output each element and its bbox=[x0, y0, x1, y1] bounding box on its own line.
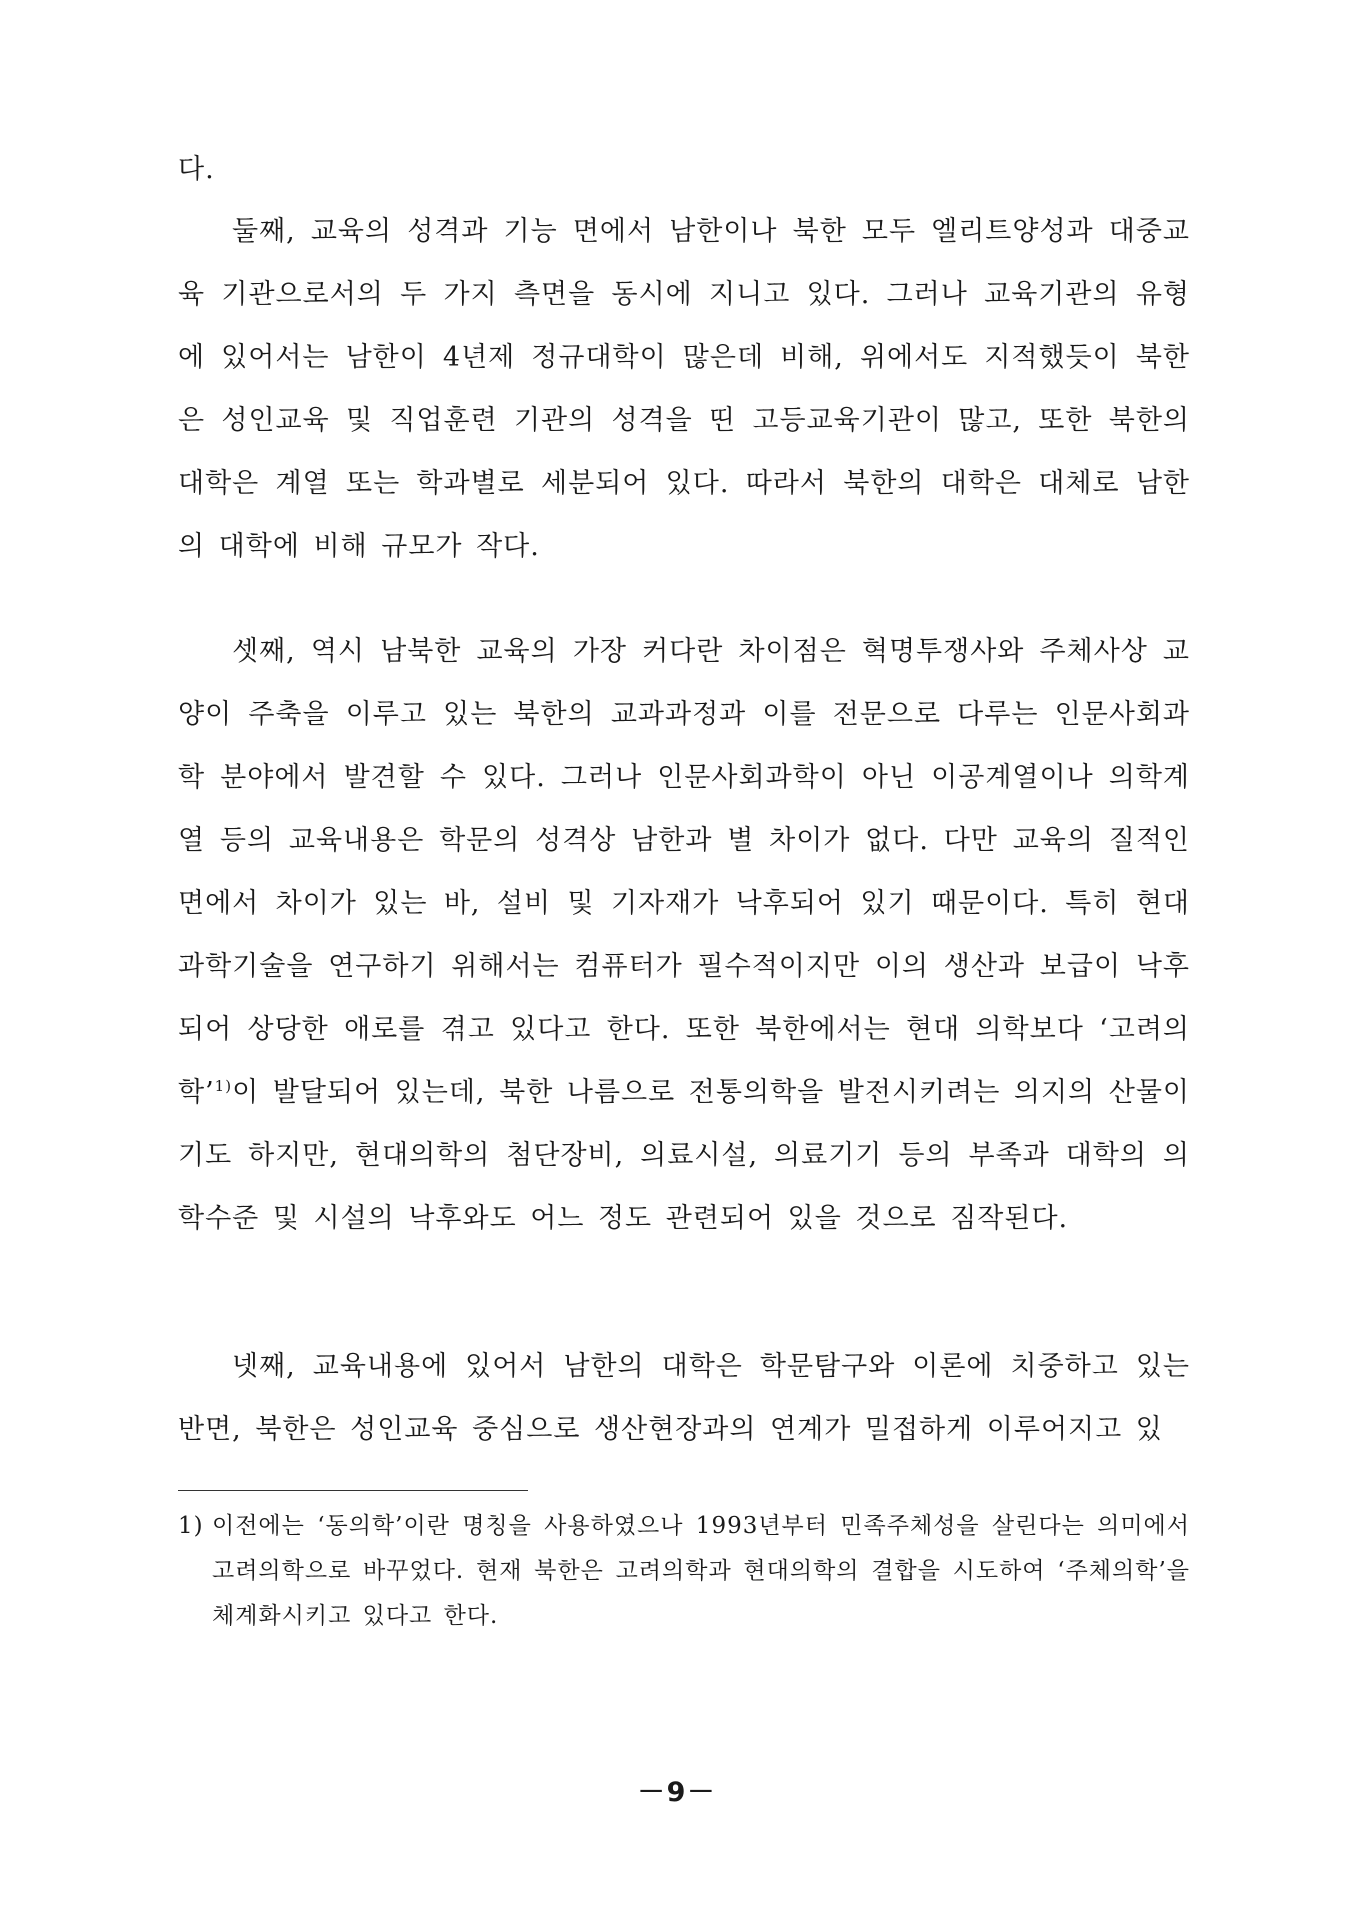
footnote-text: 이전에는 ‘동의학’이란 명칭을 사용하였으나 1993년부터 민족주체성을 살린다는 의미에서 고려의학으로 바꾸었다. 현재 북한은 고려의학과 현대의학의 결합을 시도하여 ‘주체의학’을 체계화시키고 있다고 한다. bbox=[212, 1513, 1190, 1629]
paragraph-text-before-ref: 셋째, 역시 남북한 교육의 가장 커다란 차이점은 혁명투쟁사와 주체사상 교양이 주축을 이루고 있는 북한의 교과과정과 이를 전문으로 다루는 인문사회과학 분야에서 발견할 수 있다. 그러나 인문사회과학이 아닌 이공계열이나 의학계열 등의 교육내용은 학문의 성격상 남한과 별 차이가 없다. 다만 교육의 질적인 면에서 차이가 있는 바, 설비 및 기자재가 낙후되어 있기 때문이다. 특히 현대 과학기술을 연구하기 위해서는 컴퓨터가 필수적이지만 이의 생산과 보급이 낙후되어 상당한 애로를 겪고 있다고 한다. 또한 북한에서는 현대 의학보다 ‘고려의학’ bbox=[178, 636, 1190, 1108]
paragraph-text: 다. bbox=[178, 154, 215, 185]
footnote bbox=[178, 1504, 1190, 1639]
paragraph-third bbox=[178, 620, 1190, 1250]
paragraph-text: 둘째, 교육의 성격과 기능 면에서 남한이나 북한 모두 엘리트양성과 대중교육 기관으로서의 두 가지 측면을 동시에 지니고 있다. 그러나 교육기관의 유형에 있어서는 남한이 4년제 정규대학이 많은데 비해, 위에서도 지적했듯이 북한은 성인교육 및 직업훈련 기관의 성격을 띤 고등교육기관이 많고, 또한 북한의 대학은 계열 또는 학과별로 세분되어 있다. 따라서 북한의 대학은 대체로 남한의 대학에 비해 규모가 작다. bbox=[178, 216, 1190, 562]
paragraph-continuation bbox=[178, 138, 1190, 201]
paragraph-fourth bbox=[178, 1335, 1190, 1461]
paragraph-text-after-ref: 이 발달되어 있는데, 북한 나름으로 전통의학을 발전시키려는 의지의 산물이기도 하지만, 현대의학의 첨단장비, 의료시설, 의료기기 등의 부족과 대학의 의학수준 및 시설의 낙후와도 어느 정도 관련되어 있을 것으로 짐작된다. bbox=[178, 1077, 1190, 1234]
paragraph-text bbox=[178, 620, 1190, 1250]
footnote-divider bbox=[178, 1490, 528, 1491]
paragraph-second bbox=[178, 200, 1190, 578]
paragraph-text: 넷째, 교육내용에 있어서 남한의 대학은 학문탐구와 이론에 치중하고 있는 반면, 북한은 성인교육 중심으로 생산현장과의 연계가 밀접하게 이루어지고 있 bbox=[178, 1351, 1190, 1445]
page-number: －9－ bbox=[637, 1777, 717, 1808]
footnote-reference: 1) bbox=[214, 1077, 233, 1095]
footnote-marker: 1) bbox=[178, 1513, 204, 1539]
